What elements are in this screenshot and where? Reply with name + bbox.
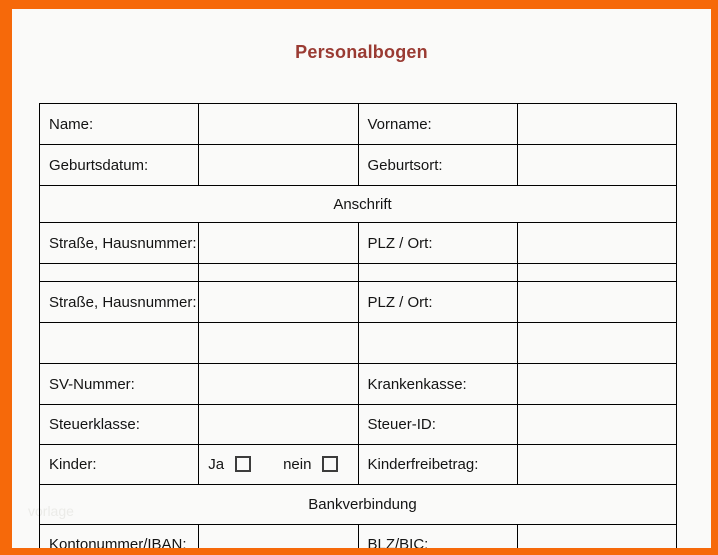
empty-row bbox=[40, 323, 677, 364]
plz-ort1-label: PLZ / Ort: bbox=[358, 223, 517, 264]
empty-cell bbox=[40, 323, 199, 364]
strasse2-label: Straße, Hausnummer: bbox=[40, 282, 199, 323]
spacer-cell bbox=[517, 264, 676, 282]
steuerklasse-label: Steuerklasse: bbox=[40, 405, 199, 445]
strasse1-label: Straße, Hausnummer: bbox=[40, 223, 199, 264]
name-input-cell[interactable] bbox=[199, 104, 358, 145]
vorname-label: Vorname: bbox=[358, 104, 517, 145]
vorname-input-cell[interactable] bbox=[517, 104, 676, 145]
document-page bbox=[12, 9, 711, 548]
table-row bbox=[40, 145, 677, 186]
kontonummer-iban-label: Kontonummer/IBAN: bbox=[40, 525, 199, 549]
table-row bbox=[40, 525, 677, 549]
strasse2-input-cell[interactable] bbox=[199, 282, 358, 323]
geburtsdatum-input-cell[interactable] bbox=[199, 145, 358, 186]
kinder-nein-checkbox[interactable] bbox=[322, 456, 338, 472]
section-header-row bbox=[40, 485, 677, 525]
spacer-cell bbox=[199, 264, 358, 282]
kontonummer-iban-input-cell[interactable] bbox=[199, 525, 358, 549]
geburtsdatum-label: Geburtsdatum: bbox=[40, 145, 199, 186]
kinder-ja-checkbox[interactable] bbox=[235, 456, 251, 472]
steuer-id-input-cell[interactable] bbox=[517, 405, 676, 445]
section-bankverbindung: Bankverbindung bbox=[40, 485, 677, 525]
table-row bbox=[40, 405, 677, 445]
empty-cell bbox=[517, 323, 676, 364]
strasse1-input-cell[interactable] bbox=[199, 223, 358, 264]
sv-nummer-input-cell[interactable] bbox=[199, 364, 358, 405]
kinder-label: Kinder: bbox=[40, 445, 199, 485]
section-anschrift: Anschrift bbox=[40, 186, 677, 223]
table-row bbox=[40, 104, 677, 145]
page-title: Personalbogen bbox=[295, 42, 428, 62]
plz-ort2-input-cell[interactable] bbox=[517, 282, 676, 323]
kinder-ja-label: Ja bbox=[208, 456, 225, 474]
steuer-id-label: Steuer-ID: bbox=[358, 405, 517, 445]
watermark-text: vorlage bbox=[28, 503, 74, 519]
spacer-cell bbox=[40, 264, 199, 282]
geburtsort-label: Geburtsort: bbox=[358, 145, 517, 186]
plz-ort2-label: PLZ / Ort: bbox=[358, 282, 517, 323]
kinder-nein-label: nein bbox=[283, 456, 312, 474]
spacer-cell bbox=[358, 264, 517, 282]
plz-ort1-input-cell[interactable] bbox=[517, 223, 676, 264]
table-row bbox=[40, 445, 677, 485]
blz-bic-label: BLZ/BIC: bbox=[358, 525, 517, 549]
empty-cell bbox=[199, 323, 358, 364]
empty-cell bbox=[358, 323, 517, 364]
table-row bbox=[40, 282, 677, 323]
personal-data-table bbox=[39, 103, 677, 548]
spacer-row bbox=[40, 264, 677, 282]
steuerklasse-input-cell[interactable] bbox=[199, 405, 358, 445]
kinder-choice-cell bbox=[199, 445, 358, 485]
krankenkasse-label: Krankenkasse: bbox=[358, 364, 517, 405]
sv-nummer-label: SV-Nummer: bbox=[40, 364, 199, 405]
section-header-row bbox=[40, 186, 677, 223]
name-label: Name: bbox=[40, 104, 199, 145]
kinderfreibetrag-input-cell[interactable] bbox=[517, 445, 676, 485]
kinderfreibetrag-label: Kinderfreibetrag: bbox=[358, 445, 517, 485]
geburtsort-input-cell[interactable] bbox=[517, 145, 676, 186]
table-row bbox=[40, 223, 677, 264]
table-row bbox=[40, 364, 677, 405]
blz-bic-input-cell[interactable] bbox=[517, 525, 676, 549]
krankenkasse-input-cell[interactable] bbox=[517, 364, 676, 405]
